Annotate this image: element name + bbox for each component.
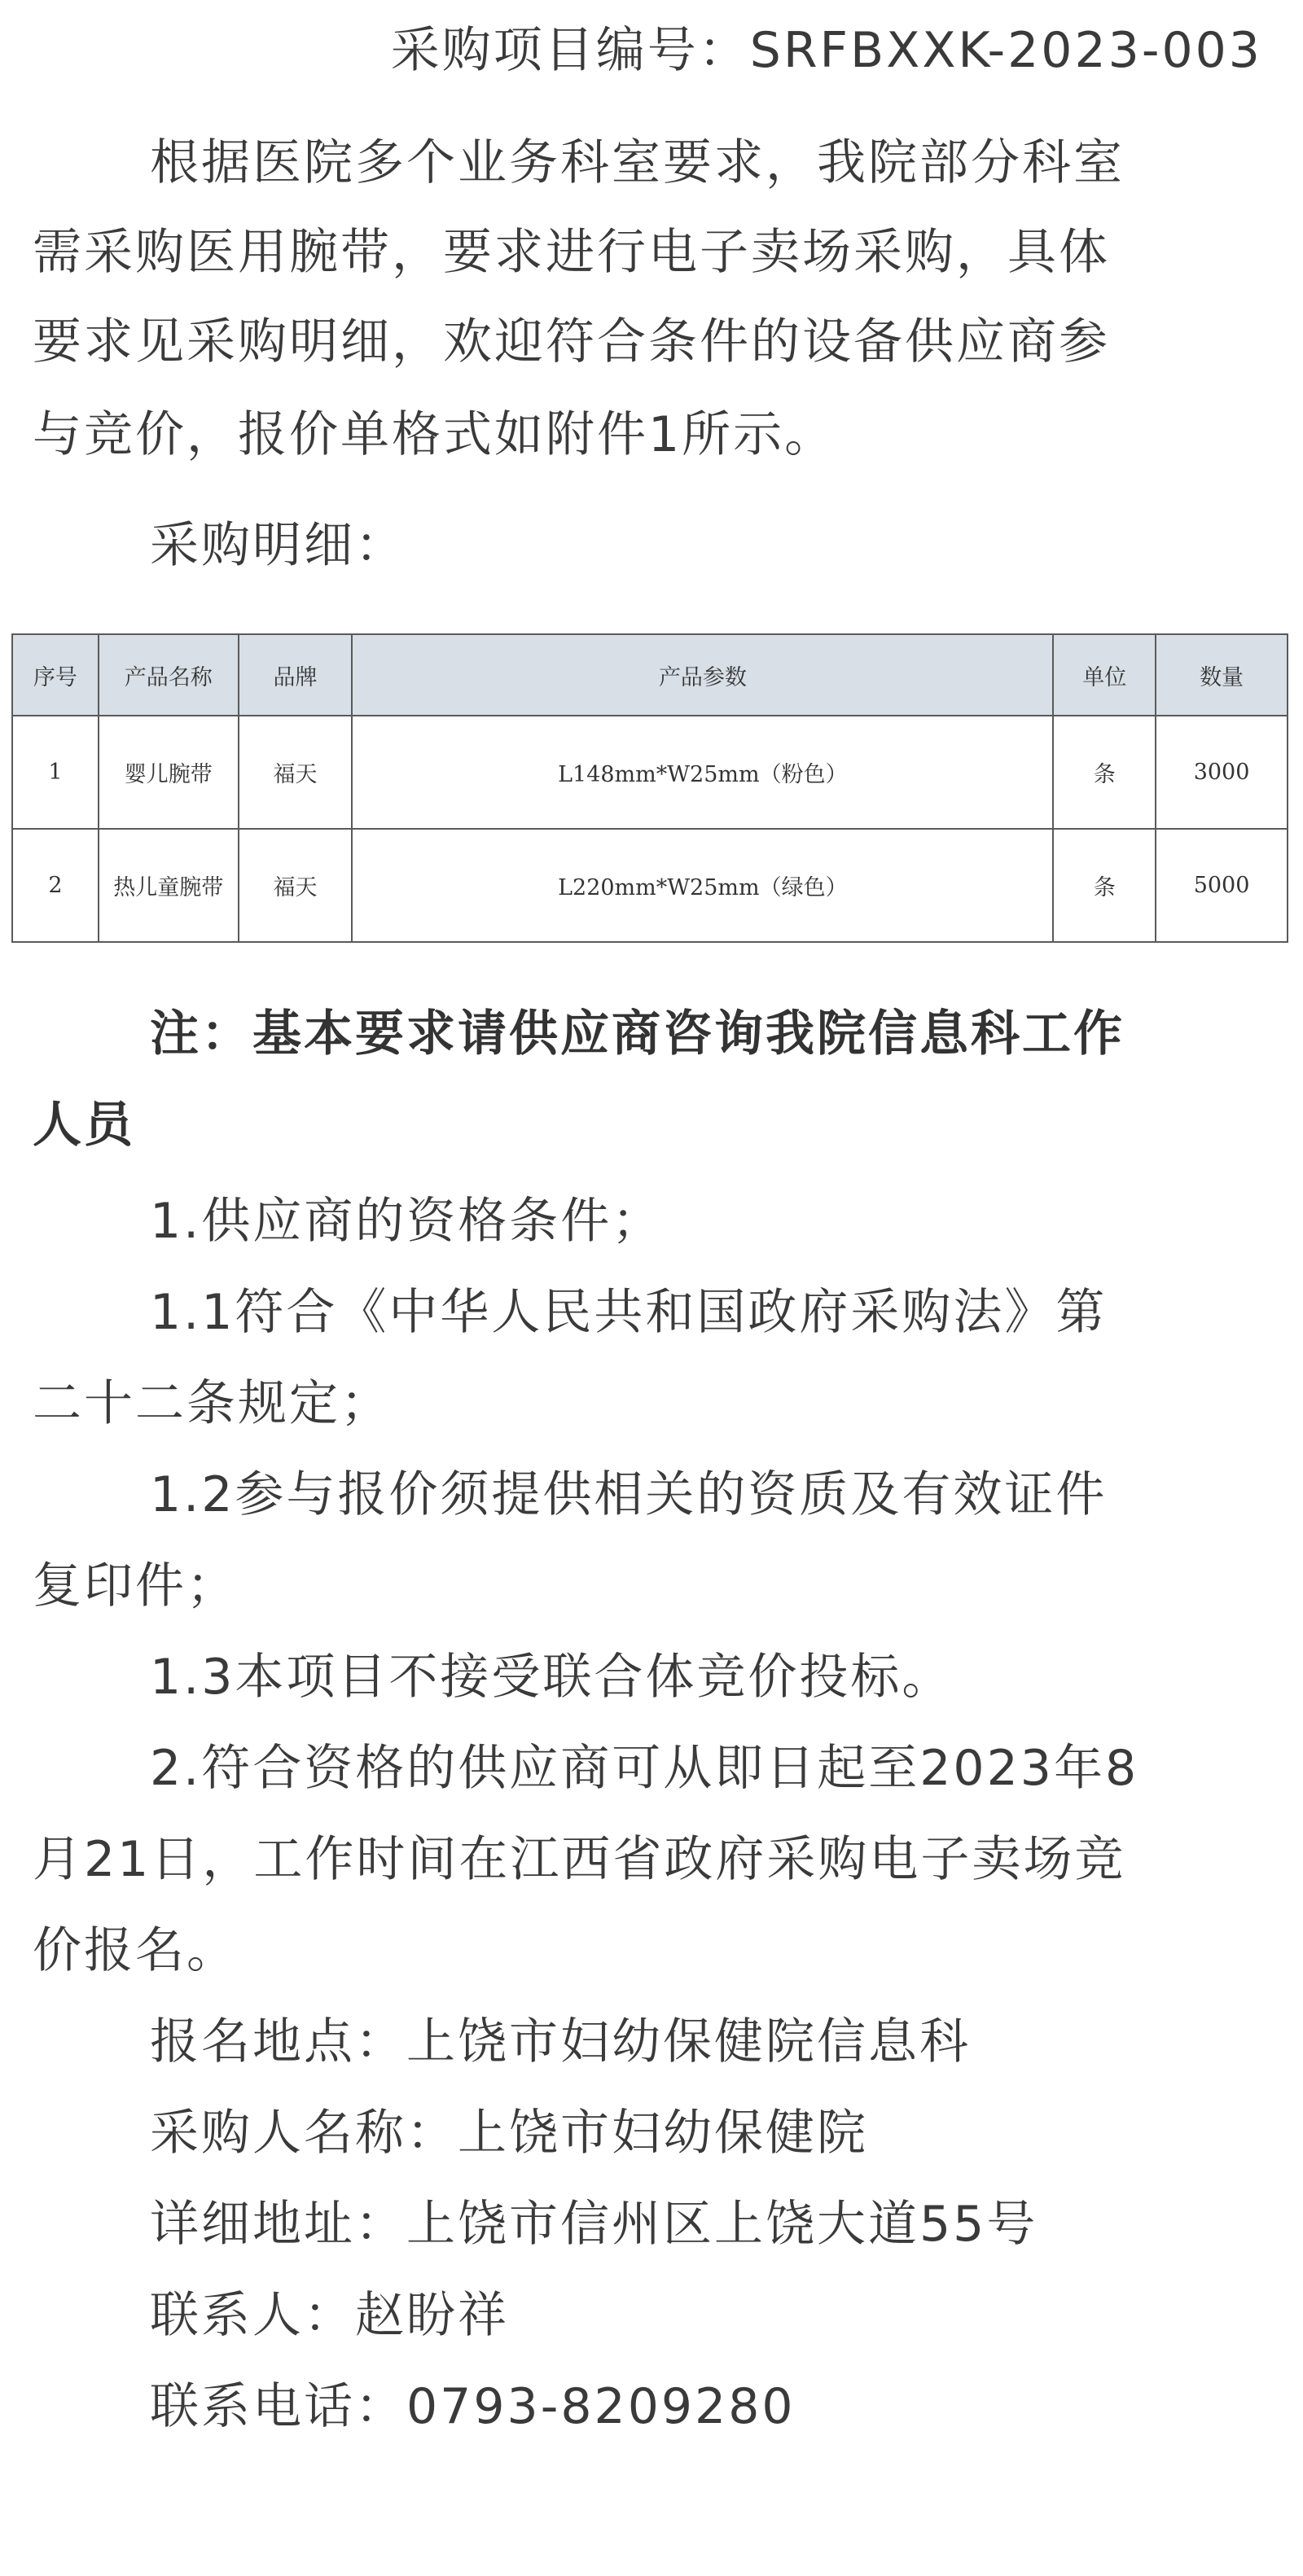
cell-brand: 福天 (239, 829, 353, 942)
requirement-2-cont-2: 价报名。 (33, 1922, 238, 1979)
cell-unit: 条 (1053, 829, 1156, 942)
table-row (12, 716, 1288, 829)
col-header-brand: 品牌 (239, 634, 353, 716)
contact-person: 联系人：赵盼祥 (150, 2287, 509, 2344)
table-row (12, 829, 1288, 942)
procurement-table (11, 633, 1288, 943)
requirement-1-2: 1.2参与报价须提供相关的资质及有效证件 (150, 1466, 1108, 1523)
cell-no: 1 (12, 716, 99, 829)
cell-name: 热儿童腕带 (99, 829, 239, 942)
requirement-1-1: 1.1符合《中华人民共和国政府采购法》第 (150, 1284, 1108, 1341)
intro-line-2: 需采购医用腕带，要求进行电子卖场采购，具体 (33, 224, 1110, 281)
col-header-qty: 数量 (1156, 634, 1288, 716)
cell-name: 婴儿腕带 (99, 716, 239, 829)
cell-qty: 5000 (1156, 829, 1288, 942)
requirement-1-1-cont: 二十二条规定； (33, 1375, 392, 1432)
note-line-2: 人员 (33, 1097, 135, 1154)
cell-unit: 条 (1053, 716, 1156, 829)
intro-line-3: 要求见采购明细，欢迎符合条件的设备供应商参 (33, 313, 1110, 370)
requirement-2: 2.符合资格的供应商可从即日起至2023年8 (150, 1740, 1139, 1797)
table-header-row (12, 634, 1288, 716)
detail-label: 采购明细： (150, 517, 406, 574)
col-header-unit: 单位 (1053, 634, 1156, 716)
cell-brand: 福天 (239, 716, 353, 829)
col-header-spec: 产品参数 (352, 634, 1053, 716)
col-header-name: 产品名称 (99, 634, 239, 716)
requirement-2-cont-1: 月21日，工作时间在江西省政府采购电子卖场竞 (33, 1831, 1126, 1888)
requirement-1-3: 1.3本项目不接受联合体竞价投标。 (150, 1649, 954, 1706)
buyer-name: 采购人名称：上饶市妇幼保健院 (150, 2105, 868, 2162)
registration-venue: 报名地点：上饶市妇幼保健院信息科 (150, 2013, 971, 2070)
intro-line-1: 根据医院多个业务科室要求，我院部分科室 (150, 134, 1125, 191)
cell-no: 2 (12, 829, 99, 942)
detail-address: 详细地址：上饶市信州区上饶大道55号 (150, 2196, 1038, 2253)
requirement-1: 1.供应商的资格条件； (150, 1193, 664, 1250)
intro-line-4: 与竞价，报价单格式如附件1所示。 (33, 406, 836, 463)
project-number: 采购项目编号：SRFBXXK-2023-003 (390, 22, 1262, 79)
cell-qty: 3000 (1156, 716, 1288, 829)
contact-phone: 联系电话：0793-8209280 (150, 2378, 796, 2435)
col-header-no: 序号 (12, 634, 99, 716)
cell-spec: L148mm*W25mm（粉色） (352, 716, 1053, 829)
requirement-1-2-cont: 复印件； (33, 1557, 238, 1614)
cell-spec: L220mm*W25mm（绿色） (352, 829, 1053, 942)
note-line-1: 注：基本要求请供应商咨询我院信息科工作 (150, 1005, 1125, 1062)
